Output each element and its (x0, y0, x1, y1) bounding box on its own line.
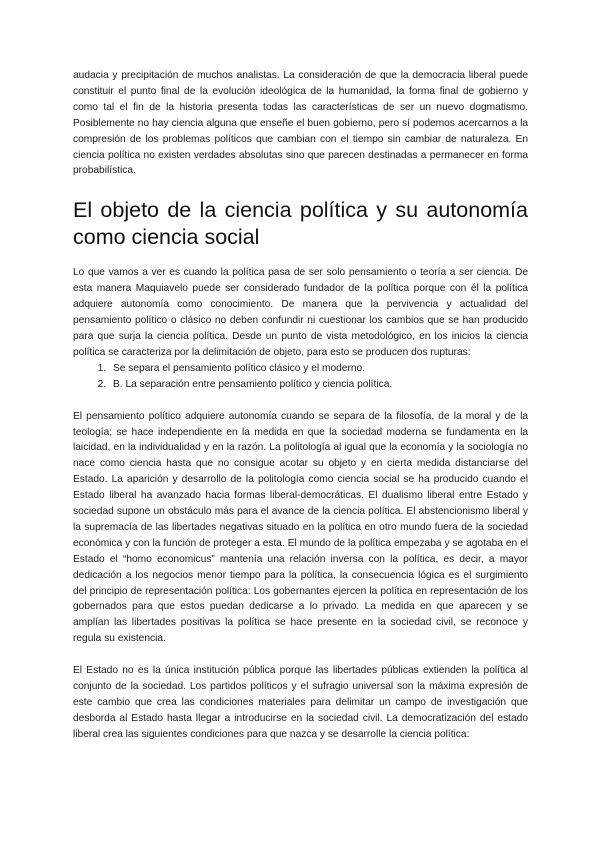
intro-paragraph: audacia y precipitación de muchos analistas. La consideración de que la democracia liberal puede constituir el punto final de la evolución ideológica de la humanidad, la forma final de gobierno y como tal el fin de la historia presenta todas las características de ser un nuevo dogmatismo. Posiblemente no hay ciencia alguna que enseñe el buen gobierno, pero sí podemos acercarnos a la compresión de los problemas políticos que cambian con el tiempo sin cambiar de naturaleza. En ciencia política no existen verdades absolutas sino que parecen destinadas a permanecer en forma probabilística. (73, 70, 528, 177)
section-paragraph-3: El Estado no es la única institución pública porque las libertades públicas extienden la política al conjunto de la sociedad. Los partidos políticos y el sufragio universal son la máxima expresión de este cambio que crea las condiciones materiales para delimitar un campo de investigación que desborda al Estado hasta llegar a introducirse en la sociedad civil. La democratización del estado liberal crea las siguientes condiciones para que nazca y se desarrolle la ciencia política: (73, 665, 528, 740)
list-item: 2. B. La separación entre pensamiento político y ciencia política. (109, 377, 528, 393)
paragraph-spacer (73, 393, 528, 409)
list-item: 1. Se separa el pensamiento político clásico y el moderno. (109, 361, 528, 377)
document-page (73, 68, 528, 743)
section-paragraph-1: Lo que vamos a ver es cuando la política pasa de ser solo pensamiento o teoría a ser ciencia. De esta manera Maquiavelo puede ser considerado fundador de la política porque con él la política adquiere autonomía como conocimiento. De manera que la pervivencia y actualidad del pensamiento político o clásico no deben confundir ni cuestionar los cambios que se han producido para que surja la ciencia política. Desde un punto de vista metodológico, en los inicios la ciencia política se caracteriza por la delimitación de objeto, para esto se producen dos rupturas: (73, 267, 528, 358)
section-title: El objeto de la ciencia política y su autonomía como ciencia social (73, 198, 528, 250)
section-paragraph-2: El pensamiento político adquiere autonomía cuando se separa de la filosofía, de la moral y de la teología; se hace independiente en la medida en que la sociedad moderna se fundamenta en la laicidad, en la individualidad y en la razón. La politología al igual que la economía y la sociología no nace como ciencia hasta que no consigue acotar su objeto y en cierta medida distanciarse del Estado. La aparición y desarrollo de la politología como ciencia social se ha producido cuando el Estado liberal ha avanzado hacia formas liberal-democráticas. El dualismo liberal entre Estado y sociedad supone un obstáculo más para el avance de la ciencia política. El abstencionismo liberal y la supremacía de las libertades negativas situado en la política en otro mundo fuera de la sociedad económica y con la función de proteger a esta. El mundo de la política empezaba y se agotaba en el Estado el “homo economicus” mantenía una relación inversa con la política, es decir, a mayor dedicación a los negocios menor tiempo para la política, la consecuencia lógica es el surgimiento del principio de representación política: Los gobernantes ejercen la política en representación de los gobernados para que estos puedan dedicarse a lo privado. La medida en que aparecen y se amplían las libertades positivas la política se hace presente en la sociedad civil, se reconoce y regula su existencia. (73, 410, 528, 645)
ruptures-list (73, 361, 528, 393)
